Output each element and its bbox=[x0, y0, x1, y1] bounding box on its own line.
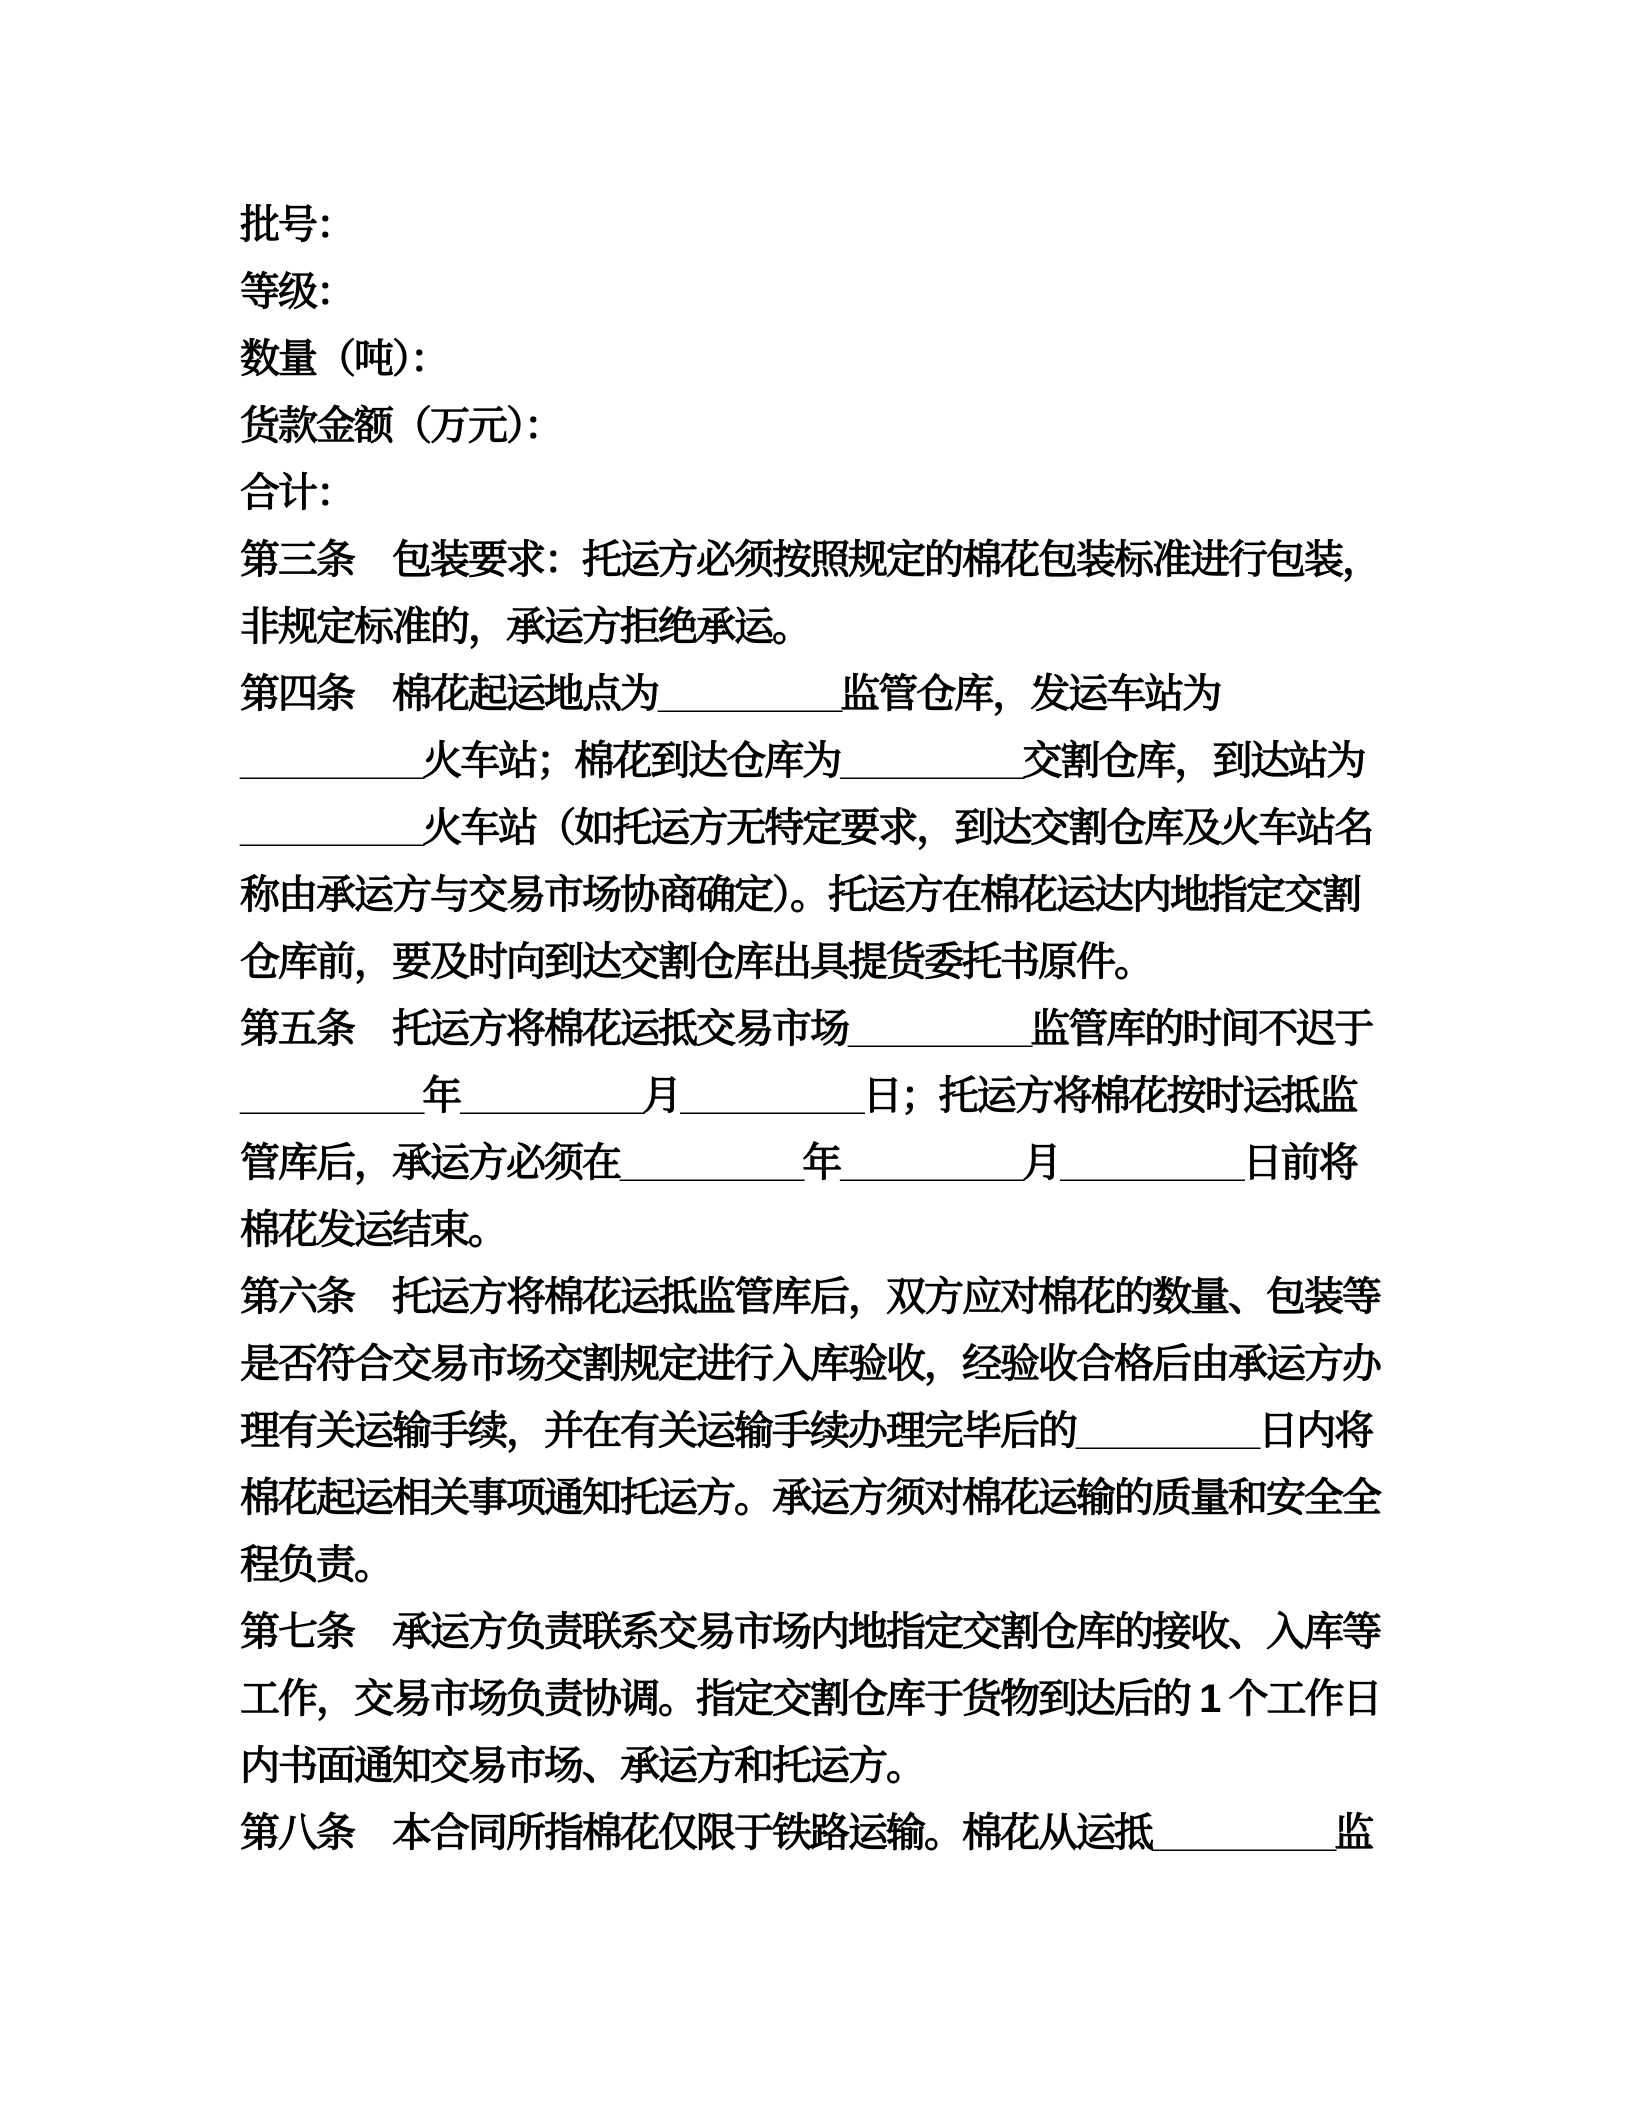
text-line: 称由承运方与交易市场协商确定）。托运方在棉花运达内地指定交割 bbox=[240, 873, 1360, 917]
text-line: _________年_________月_________日；托运方将棉花按时运抵监 bbox=[240, 1074, 1357, 1118]
text-line-batch-number: 批号： bbox=[240, 203, 354, 247]
text-line-quantity: 数量（吨）： bbox=[240, 337, 448, 381]
text-line-total: 合计： bbox=[240, 471, 354, 515]
text-line: _________火车站；棉花到达仓库为_________交割仓库，到达站为 bbox=[240, 739, 1365, 783]
text-line: 工作，交易市场负责协调。指定交割仓库于货物到达后的 1 个工作日 bbox=[240, 1677, 1381, 1721]
text-line-payment-amount: 货款金额（万元）： bbox=[240, 404, 562, 448]
text-line: 是否符合交易市场交割规定进行入库验收，经验收合格后由承运方办 bbox=[240, 1342, 1380, 1386]
text-line-clause-8: 第八条 本合同所指棉花仅限于铁路运输。棉花从运抵_________监 bbox=[240, 1811, 1373, 1855]
text-line: 理有关运输手续，并在有关运输手续办理完毕后的_________日内将 bbox=[240, 1409, 1373, 1453]
text-line: _________火车站（如托运方无特定要求，到达交割仓库及火车站名 bbox=[240, 806, 1373, 850]
text-line-clause-7: 第七条 承运方负责联系交易市场内地指定交割仓库的接收、入库等 bbox=[240, 1610, 1380, 1654]
text-line-grade: 等级： bbox=[240, 270, 354, 314]
text-line: 仓库前，要及时向到达交割仓库出具提货委托书原件。 bbox=[240, 940, 1152, 984]
text-line-clause-5: 第五条 托运方将棉花运抵交易市场_________监管库的时间不迟于 bbox=[240, 1007, 1373, 1051]
text-line-clause-3: 第三条 包装要求：托运方必须按照规定的棉花包装标准进行包装， bbox=[240, 538, 1380, 582]
text-line: 棉花起运相关事项通知托运方。承运方须对棉花运输的质量和安全全 bbox=[240, 1476, 1380, 1520]
text-line: 管库后，承运方必须在_________年_________月_________日前将 bbox=[240, 1141, 1357, 1185]
text-line: 程负责。 bbox=[240, 1543, 392, 1587]
text-line: 棉花发运结束。 bbox=[240, 1208, 506, 1252]
text-line: 非规定标准的，承运方拒绝承运。 bbox=[240, 605, 810, 649]
text-line-clause-4: 第四条 棉花起运地点为_________监管仓库，发运车站为 bbox=[240, 672, 1221, 716]
text-line: 内书面通知交易市场、承运方和托运方。 bbox=[240, 1744, 924, 1788]
text-line-clause-6: 第六条 托运方将棉花运抵监管库后，双方应对棉花的数量、包装等 bbox=[240, 1275, 1380, 1319]
